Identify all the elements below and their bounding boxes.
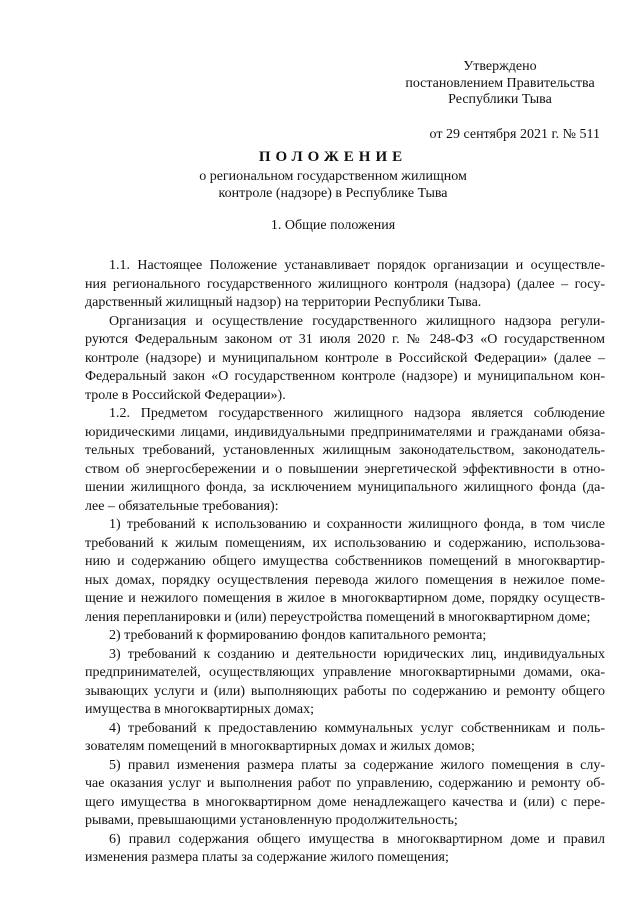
paragraph-line: 5) правил изменения размера платы за содержание жилого помещения в слу- xyxy=(109,757,605,773)
approval-line-1: Утверждено xyxy=(463,59,537,74)
paragraph xyxy=(85,257,605,313)
paragraph-line: Федеральный закон «О государственном контроле (надзоре) и муниципальном кон- xyxy=(85,369,605,384)
paragraph-line: щего имущества в многоквартирном доме ненадлежащего качества и (или) с пере- xyxy=(85,794,605,810)
paragraph xyxy=(85,757,605,831)
subtitle-line-1: о региональном государственном жилищном xyxy=(199,169,467,184)
document-subtitle xyxy=(0,168,640,202)
paragraph-line: 1.2. Предметом государственного жилищного надзора является соблюдение xyxy=(109,406,605,421)
document-title: ПОЛОЖЕНИЕ xyxy=(258,149,408,165)
paragraph-line: контроле (надзоре) и муниципальном контроле в Российской Федерации» (далее – xyxy=(85,350,605,366)
paragraph-line: 1) требований к использованию и сохранности жилищного фонда, в том числе xyxy=(109,517,605,532)
paragraph-line: 4) требований к предоставлению коммунальных услуг собственникам и поль- xyxy=(109,720,605,736)
paragraph-line: рывами, превышающими установленную продолжительность; xyxy=(85,813,458,828)
paragraph-line: Организация и осуществление государственного жилищного надзора регули- xyxy=(109,313,605,329)
paragraph xyxy=(85,720,605,757)
approval-line-2: постановлением Правительства xyxy=(405,75,595,91)
paragraph-line: зывающих услуги и (или) выполняющих работы по содержанию и ремонту общего xyxy=(85,683,605,699)
paragraph-line: тельных требований, установленных жилищным законодательством, законодатель- xyxy=(85,443,605,458)
decree-date: от 29 сентября 2021 г. № 511 xyxy=(429,127,600,142)
paragraph-line: зователям помещений в многоквартирных домах и жилых домов; xyxy=(85,739,475,754)
paragraph-line: лее – обязательные требования): xyxy=(85,498,279,514)
paragraph-line: щение и нежилого помещения в жилое в многоквартирном доме, порядку осуществ- xyxy=(85,591,605,606)
paragraph xyxy=(85,313,605,406)
approval-line-3: Республики Тыва xyxy=(448,92,552,107)
paragraph-line: 6) правил содержания общего имущества в многоквартирном доме и правил xyxy=(109,831,605,847)
paragraph xyxy=(85,627,605,646)
paragraph-line: дарственный жилищный надзор) на территории Республики Тыва. xyxy=(85,295,482,310)
paragraph xyxy=(85,516,605,627)
paragraph-line: чае оказания услуг и выполнения работ по управлению, содержанию и ремонту об- xyxy=(85,776,605,791)
paragraph-line: имущества в многоквартирных домах; xyxy=(85,702,315,717)
paragraph-line: ством об энергосбережении и о повышении энергетической эффективности в отно- xyxy=(85,461,605,477)
paragraph-line: 3) требований к созданию и деятельности юридических лиц, индивидуальных xyxy=(109,646,605,662)
section-heading: 1. Общие положения xyxy=(270,218,396,233)
paragraph xyxy=(85,405,605,516)
paragraph-line: предпринимателей, осуществляющих управление многоквартирными домами, ока- xyxy=(85,665,605,680)
paragraph-line: шении жилищного фонда, за исключением муниципального жилищного фонда (да- xyxy=(85,480,605,495)
paragraph-line: изменения размера платы за содержание жилого помещения; xyxy=(85,850,449,865)
paragraph-line: ния регионального государственного жилищного контроля (надзора) (далее – госу- xyxy=(85,276,605,292)
paragraph-line: нию и содержанию общего имущества собственников помещений в многоквартир- xyxy=(85,554,605,569)
paragraph xyxy=(85,646,605,720)
subtitle-line-2: контроле (надзоре) в Республике Тыва xyxy=(218,186,448,201)
paragraph-line: руются Федеральным законом от 31 июля 2020 г. № 248-ФЗ «О государственном xyxy=(85,332,605,347)
paragraph-line: ных домах, порядку осуществления перевода жилого помещения в нежилое поме- xyxy=(85,572,605,588)
paragraph xyxy=(85,831,605,868)
paragraph-line: троле в Российской Федерации»). xyxy=(85,387,286,403)
body-text xyxy=(85,257,605,868)
approval-block xyxy=(400,59,600,109)
paragraph-line: 1.1. Настоящее Положение устанавливает порядок организации и осуществле- xyxy=(109,258,605,273)
paragraph-line: 2) требований к формированию фондов капитального ремонта; xyxy=(109,628,487,643)
paragraph-line: юридическими лицами, индивидуальными предпринимателями и гражданами обяза- xyxy=(85,424,605,440)
paragraph-line: ления перепланировки и (или) переустройства помещений в многоквартирном доме; xyxy=(85,609,591,625)
paragraph-line: требований к жилым помещениям, их использованию и содержанию, использова- xyxy=(85,535,605,551)
